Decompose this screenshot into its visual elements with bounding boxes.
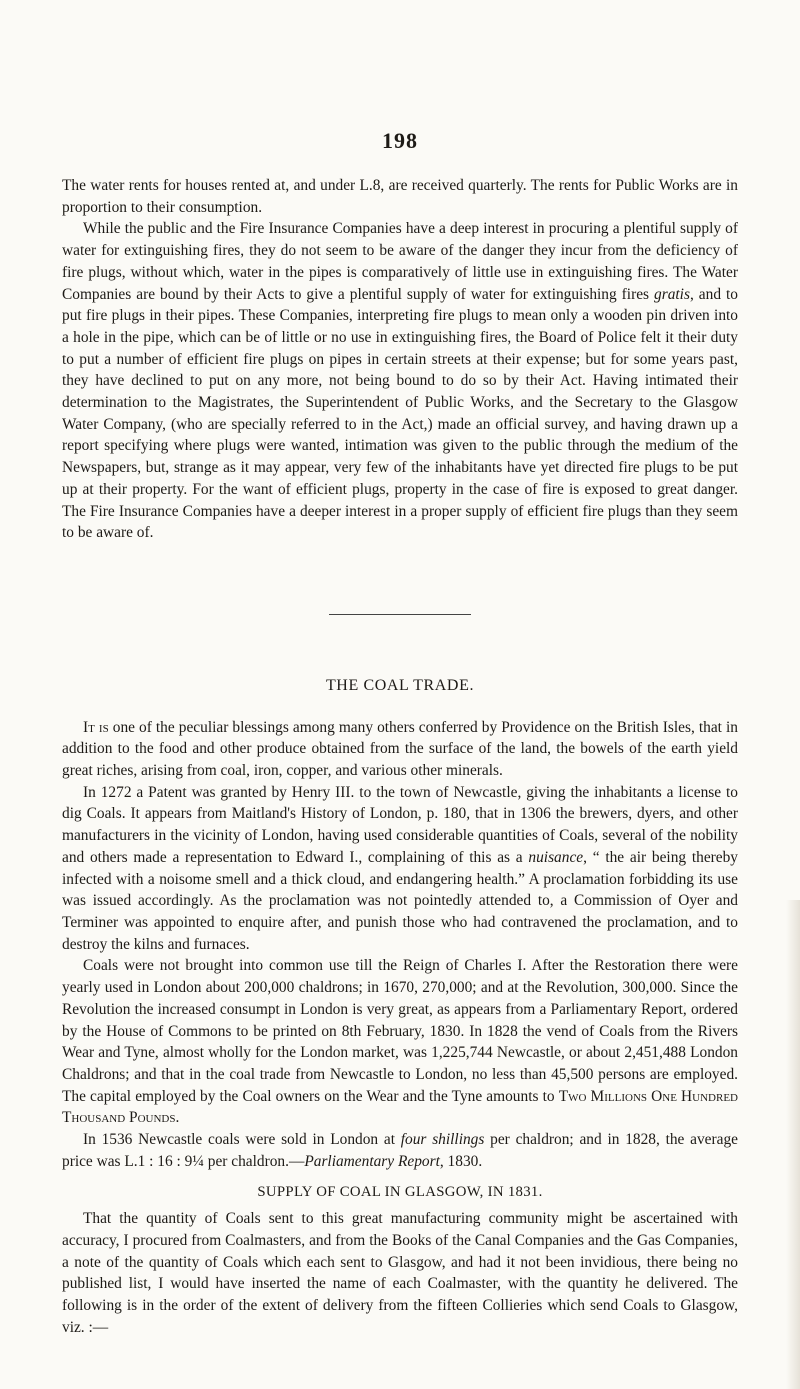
text-run: one of the peculiar blessings among many others conferred by Providence on the British Isles, that in addition to the food and other produce obtained from the surface of the land, the bowels of the earth yield great riches, arising from coal, iron, copper, and various other minerals.	[62, 718, 738, 780]
section-divider	[329, 614, 471, 615]
coal-history-paragraph	[62, 782, 738, 956]
page-number: 198	[382, 128, 418, 153]
text-run: , “ the air being thereby infected with a noisome smell and a thick cloud, and endangering health.” A proclamation forbidding its use was issued accordingly. As the proclamation was not pointedly attended to, a Commission of Oyer and Terminer was appointed to enquire after, and punish those who had contravened the proclamation, and to destroy the kilns and furnaces.	[62, 848, 738, 953]
text-run: While the public and the Fire Insurance Companies have a deep interest in procuring a plentiful supply of water for extinguishing fires, they do not seem to be aware of the danger they incur from the deficiency of fire plugs, without which, water in the pipes is comparatively of little use in extinguishing fires. The Water Companies are bound by their Acts to give a plentiful supply of water for extinguishing fires	[62, 220, 738, 303]
supply-heading: SUPPLY OF COAL IN GLASGOW, IN 1831.	[257, 1184, 543, 1201]
coal-intro-paragraph	[62, 717, 738, 782]
italic-run: Parliamentary Report	[304, 1152, 440, 1170]
text-run: In 1272 a Patent was granted by Henry III. to the town of Newcastle, giving the inhabitants a license to dig Coals. It appears from Maitland's History of London, p. 180, that in 1306 the brewers, dyers, and other manufacturers in the vicinity of London, having used considerable quantities of Coals, several of the nobility and others made a representation to Edward I., complaining of this as a	[62, 783, 738, 866]
text-run: .	[175, 1109, 180, 1127]
coal-price-paragraph	[62, 1129, 738, 1172]
water-rents-paragraph: The water rents for houses rented at, and under L.8, are received quarterly. The rents for Public Works are in proportion to their consumption.	[62, 177, 738, 216]
text-run: Coals were not brought into common use till the Reign of Charles I. After the Restoration there were yearly used in London about 200,000 chaldrons; in 1670, 270,000; and at the Revolution, 300,000. Since the Revolution the increased consumpt in London is very great, as appears from a Parliamentary Report, ordered by the House of Commons to be printed on 8th February, 1830. In 1828 the vend of Coals from the Rivers Wear and Tyne, almost wholly for the London market, was 1,225,744 Newcastle, or about 2,451,488 London Chaldrons; and that in the coal trade from Newcastle to London, no less than 45,500 persons are employed. The capital employed by the Coal owners on the Wear and the Tyne amounts to	[62, 957, 738, 1105]
coal-london-paragraph	[62, 955, 738, 1129]
text-run: per chaldron; and in 1828, the average price was L.1 : 16 : 9¼ per chaldron.—	[62, 1131, 738, 1170]
italic-run: gratis	[654, 285, 690, 303]
fire-plugs-paragraph	[62, 218, 738, 544]
italic-run: four shillings	[400, 1131, 485, 1149]
small-caps-run: Two Millions One Hundred Thousand Pounds	[62, 1087, 738, 1127]
text-run: , 1830.	[439, 1152, 483, 1170]
coal-trade-heading: THE COAL TRADE.	[325, 676, 475, 694]
text-run: , and to put fire plugs in their pipes. These Companies, interpreting fire plugs to mean only a wooden pin driven into a hole in the pipe, which can be of little or no use in extinguishing fires, the Board of Police felt it their duty to put a number of efficient fire plugs on pipes in certain streets at their expense; but for some years past, they have declined to put on any more, not being bound to do so by their Act. Having intimated their determination to the Magistrates, the Superintendent of Public Works, and the Secretary to the Glasgow Water Company, (who are specially referred to in the Act,) made an official survey, and having drawn up a report specifying where plugs were wanted, intimation was given to the public through the medium of the Newspapers, but, strange as it may appear, very few of the inhabitants have yet directed fire plugs to be put up at their property. For the want of efficient plugs, property in the case of fire is exposed to great danger. The Fire Insurance Companies have a deeper interest in a proper supply of efficient fire plugs than they seem to be aware of.	[62, 285, 738, 542]
text-run: In 1536 Newcastle coals were sold in London at	[83, 1131, 401, 1149]
supply-paragraph: That the quantity of Coals sent to this great manufacturing community might be ascertained with accuracy, I procured from Coalmasters, and from the Books of the Canal Companies and the Gas Companies, a note of the quantity of Coals which each sent to Glasgow, and had it not been invidious, there being no published list, I would have inserted the name of each Coalmaster, with the quantity he delivered. The following is in the order of the extent of delivery from the fifteen Collieries which send Coals to Glasgow, viz. :—	[62, 1210, 738, 1336]
italic-run: nuisance	[528, 848, 584, 866]
page-edge-shadow	[786, 900, 800, 1389]
small-caps-lead: It is	[83, 718, 109, 736]
page-body	[62, 175, 738, 1338]
